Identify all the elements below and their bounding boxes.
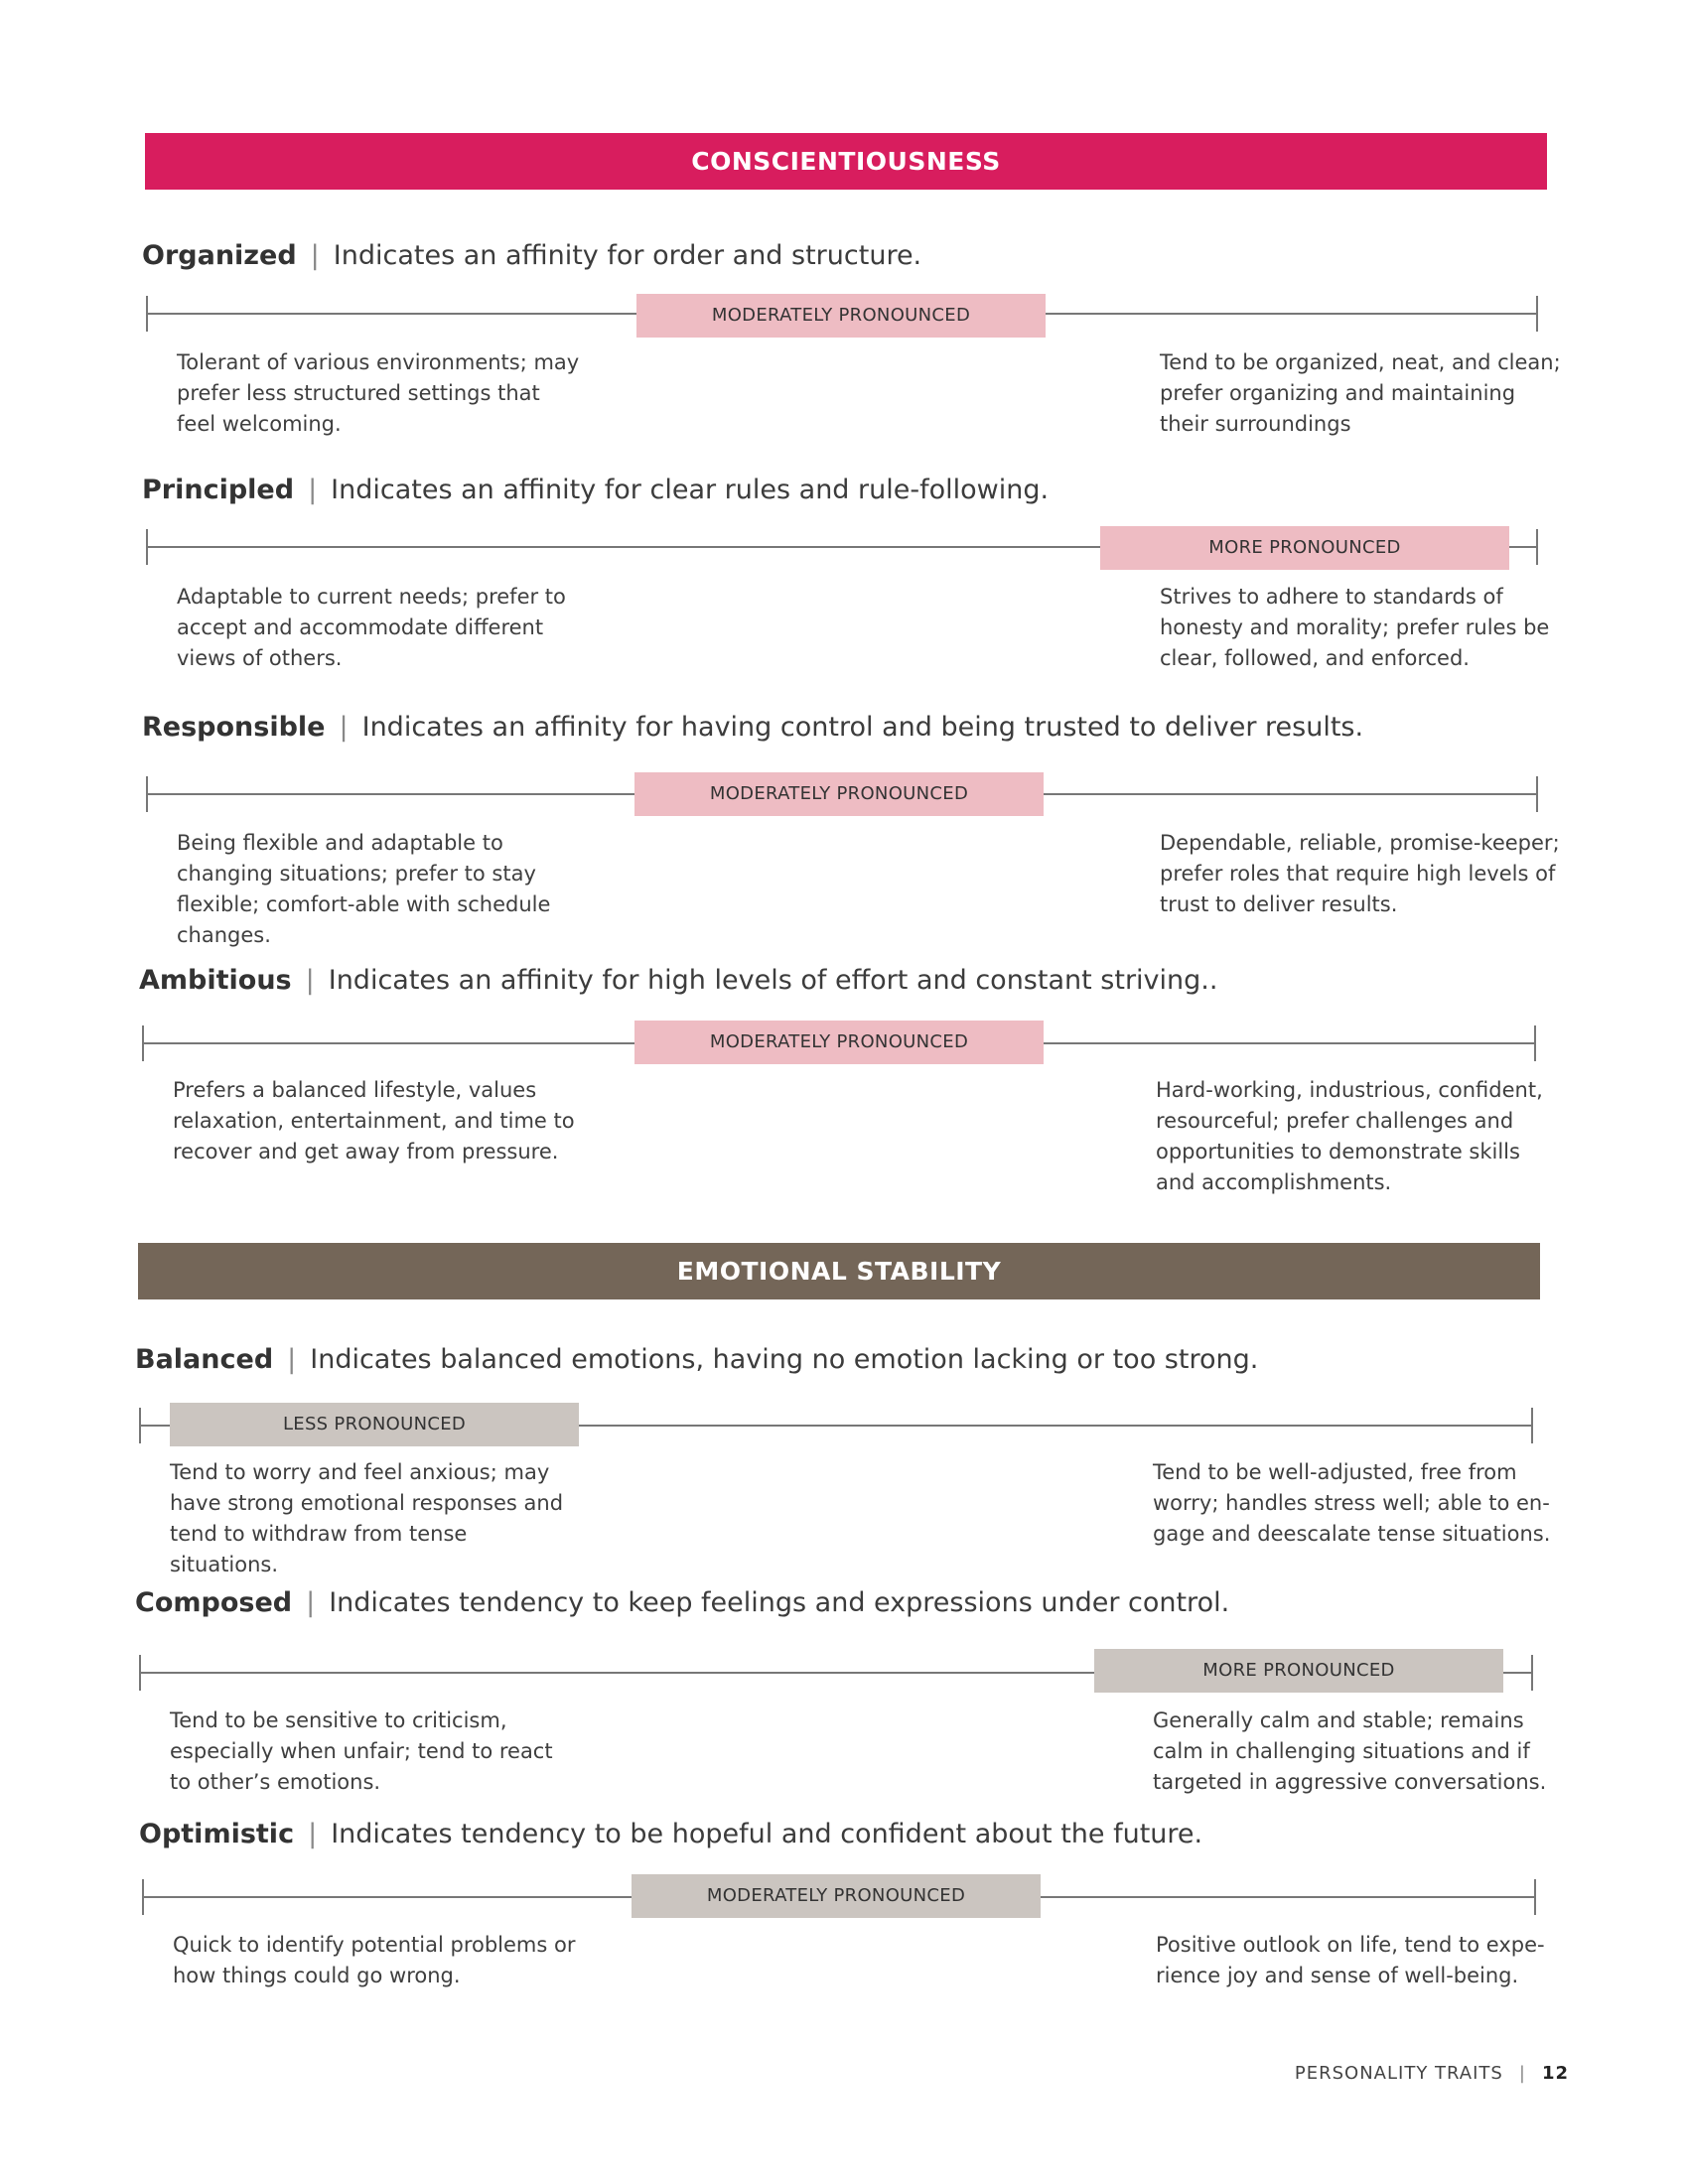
level-bar: MODERATELY PRONOUNCED <box>634 772 1044 816</box>
divider: | <box>339 712 349 743</box>
scale-end-tick <box>1536 776 1538 812</box>
level-bar: LESS PRONOUNCED <box>170 1403 579 1446</box>
high-end-description: Tend to be well-adjusted, free from worry; handles stress well; able to en-gage and deescalate tense situations. <box>1153 1460 1551 1546</box>
section-banner-emotional-stability <box>138 1243 1540 1299</box>
section-banner-conscientiousness <box>145 133 1547 190</box>
divider: | <box>287 1344 297 1375</box>
scale-end-tick <box>1536 296 1538 332</box>
divider: | <box>1518 2063 1526 2084</box>
trait-heading <box>139 964 1217 998</box>
scale-end-tick <box>1531 1408 1533 1443</box>
high-end-description: Hard-working, industrious, confident, resourceful; prefer challenges and opportunities to demonstrate skills and accomplishments. <box>1156 1078 1543 1194</box>
trait-name: Ambitious <box>139 965 292 996</box>
scale-end-tick <box>1536 529 1538 565</box>
low-end-description: Quick to identify potential problems or how things could go wrong. <box>173 1933 576 1987</box>
footer-label: PERSONALITY TRAITS <box>1294 2063 1503 2084</box>
trait-description: Indicates balanced emotions, having no emotion lacking or too strong. <box>310 1344 1259 1375</box>
level-bar: MODERATELY PRONOUNCED <box>636 294 1046 338</box>
trait-description: Indicates tendency to be hopeful and confident about the future. <box>331 1819 1203 1849</box>
low-end-description: Tolerant of various environments; may prefer less structured settings that feel welcoming. <box>177 350 580 436</box>
low-end-description: Being flexible and adaptable to changing situations; prefer to stay flexible; comfort-able with schedule changes. <box>177 831 551 947</box>
high-end-description: Generally calm and stable; remains calm in challenging situations and if targeted in aggressive conversations. <box>1153 1708 1547 1794</box>
trait-heading <box>142 239 921 273</box>
trait-heading <box>135 1586 1229 1620</box>
section-title: CONSCIENTIOUSNESS <box>691 147 1001 176</box>
section-title: EMOTIONAL STABILITY <box>676 1257 1002 1286</box>
low-end-description: Prefers a balanced lifestyle, values relaxation, entertainment, and time to recover and get away from pressure. <box>173 1078 575 1163</box>
divider: | <box>308 1819 318 1849</box>
low-end-description: Tend to worry and feel anxious; may have strong emotional responses and tend to withdraw from tense situations. <box>170 1460 564 1576</box>
divider: | <box>308 475 318 505</box>
low-end-description: Tend to be sensitive to criticism, especially when unfair; tend to react to other’s emotions. <box>170 1708 553 1794</box>
trait-description: Indicates an affinity for clear rules and rule-following. <box>331 475 1050 505</box>
trait-description: Indicates an affinity for having control and being trusted to deliver results. <box>361 712 1364 743</box>
level-bar: MODERATELY PRONOUNCED <box>632 1874 1041 1918</box>
trait-heading <box>139 1818 1202 1851</box>
level-bar: MORE PRONOUNCED <box>1094 1649 1503 1693</box>
divider: | <box>310 240 320 271</box>
trait-heading <box>142 474 1049 507</box>
low-end-description: Adaptable to current needs; prefer to accept and accommodate different views of others. <box>177 585 566 670</box>
page-footer <box>1295 2063 1569 2084</box>
trait-heading <box>135 1343 1258 1377</box>
scale-end-tick <box>1531 1655 1533 1691</box>
scale-end-tick <box>1534 1025 1536 1061</box>
trait-name: Composed <box>135 1587 293 1618</box>
trait-description: Indicates an affinity for order and structure. <box>333 240 922 271</box>
trait-description: Indicates an affinity for high levels of effort and constant striving.. <box>328 965 1218 996</box>
level-bar: MODERATELY PRONOUNCED <box>634 1021 1044 1064</box>
page-number: 12 <box>1541 2063 1569 2084</box>
trait-heading <box>142 711 1363 745</box>
high-end-description: Strives to adhere to standards of honesty and morality; prefer rules be clear, followed, and enforced. <box>1160 585 1550 670</box>
trait-description: Indicates tendency to keep feelings and expressions under control. <box>329 1587 1230 1618</box>
high-end-description: Tend to be organized, neat, and clean; prefer organizing and maintaining their surroundings <box>1160 350 1561 436</box>
scale-end-tick <box>1534 1879 1536 1915</box>
high-end-description: Dependable, reliable, promise-keeper; prefer roles that require high levels of trust to deliver results. <box>1160 831 1560 916</box>
trait-name: Principled <box>142 475 295 505</box>
level-bar: MORE PRONOUNCED <box>1100 526 1509 570</box>
trait-name: Organized <box>142 240 297 271</box>
high-end-description: Positive outlook on life, tend to expe-rience joy and sense of well-being. <box>1156 1933 1545 1987</box>
divider: | <box>306 1587 316 1618</box>
trait-name: Optimistic <box>139 1819 295 1849</box>
divider: | <box>305 965 315 996</box>
trait-name: Balanced <box>135 1344 274 1375</box>
trait-name: Responsible <box>142 712 326 743</box>
